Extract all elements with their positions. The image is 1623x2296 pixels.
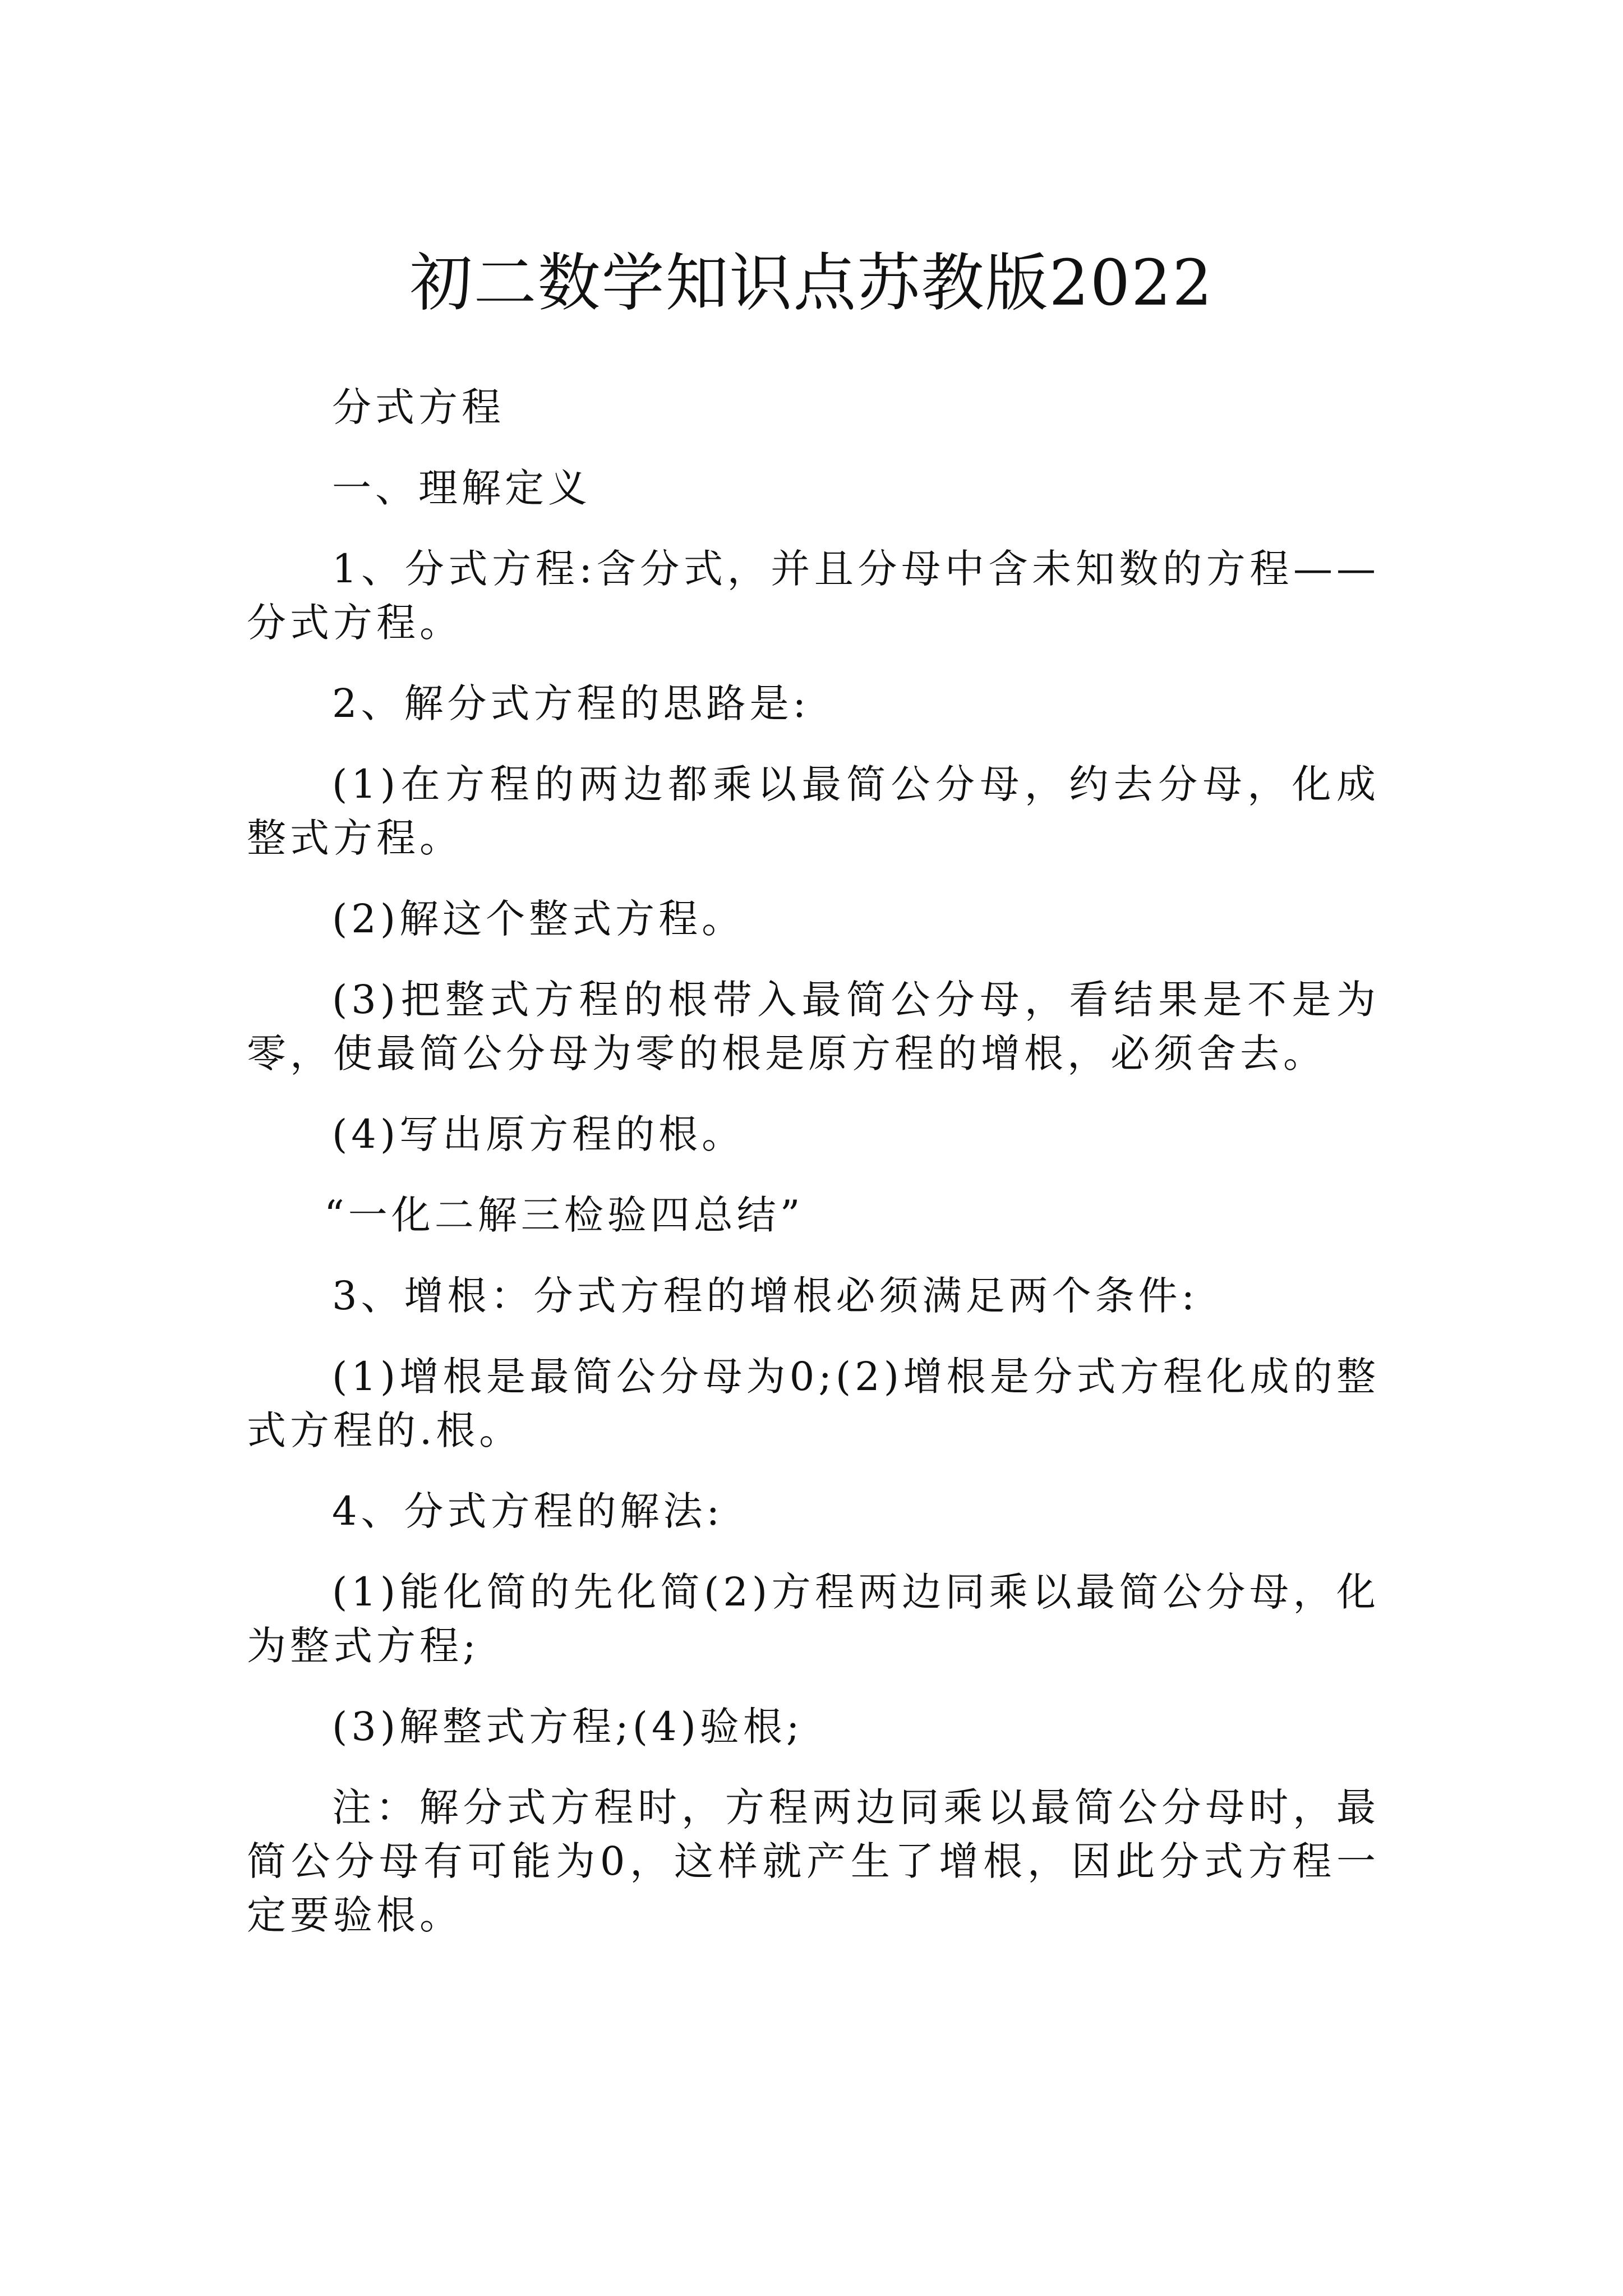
paragraph: (1)能化简的先化简(2)方程两边同乘以最简公分母，化为整式方程;	[247, 1569, 1380, 1669]
paragraph: 3、增根：分式方程的增根必须满足两个条件:	[332, 1273, 1199, 1319]
subsection-heading: 一、理解定义	[332, 465, 591, 511]
paragraph: (1)增根是最简公分母为0;(2)增根是分式方程化成的整式方程的.根。	[247, 1354, 1380, 1453]
paragraph: (4)写出原方程的根。	[332, 1111, 745, 1157]
paragraph: (3)解整式方程;(4)验根;	[332, 1704, 804, 1750]
document-title: 初二数学知识点苏教版2022	[409, 247, 1214, 320]
paragraph: (3)把整式方程的根带入最简公分母，看结果是不是为零，使最简公分母为零的根是原方程的增根，必须舍去。	[247, 977, 1380, 1076]
section-heading: 分式方程	[332, 384, 505, 430]
paragraph: (2)解这个整式方程。	[332, 896, 745, 942]
paragraph: 1、分式方程:含分式，并且分母中含未知数的方程——分式方程。	[247, 546, 1380, 646]
paragraph: (1)在方程的两边都乘以最简公分母，约去分母，化成整式方程。	[247, 761, 1380, 861]
paragraph: 4、分式方程的解法:	[332, 1488, 724, 1534]
paragraph: 2、解分式方程的思路是:	[332, 680, 810, 726]
note-paragraph: 注：解分式方程时，方程两边同乘以最简公分母时，最简公分母有可能为0，这样就产生了增根，因此分式方程一定要验根。	[247, 1784, 1380, 1938]
document-body	[247, 380, 1380, 1969]
quote-paragraph: “一化二解三检验四总结”	[324, 1192, 804, 1238]
